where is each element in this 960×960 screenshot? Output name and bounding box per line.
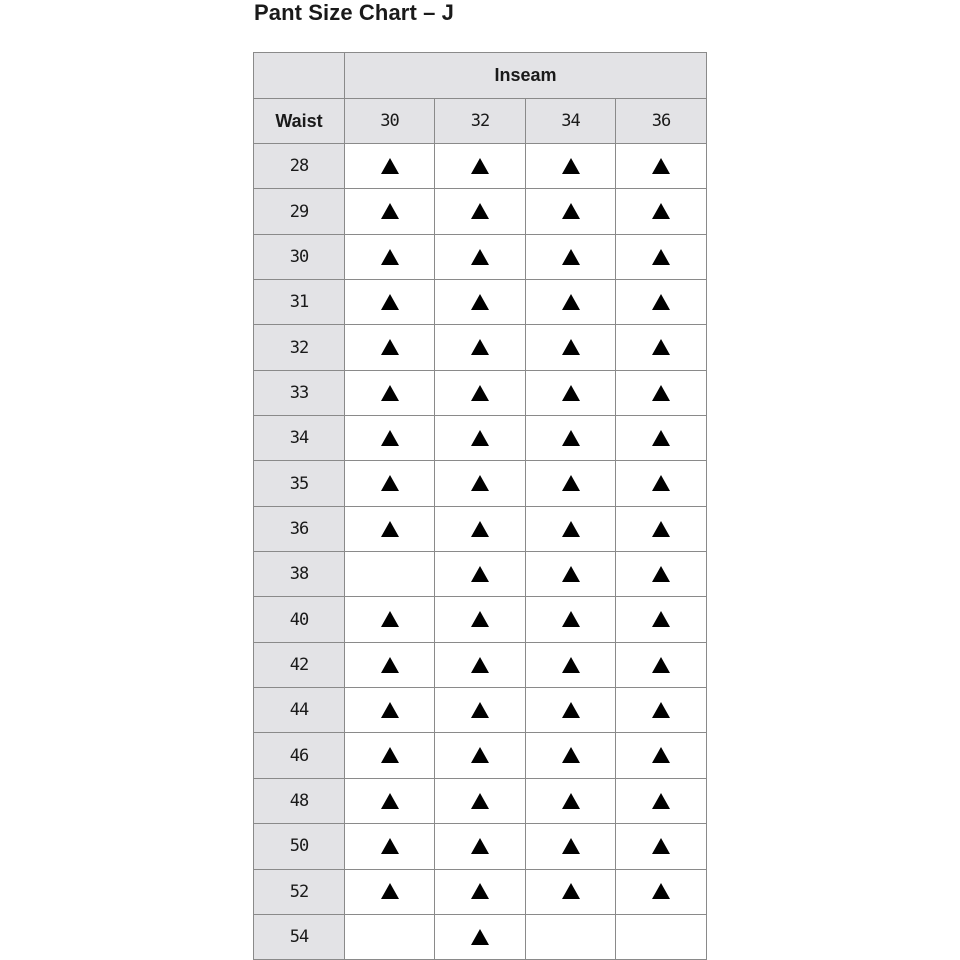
black-up-triangle-icon [562, 294, 580, 310]
availability-cell [616, 325, 707, 370]
black-up-triangle-icon [471, 838, 489, 854]
waist-size-cell: 48 [254, 778, 345, 823]
waist-size-cell: 35 [254, 461, 345, 506]
black-up-triangle-icon [381, 838, 399, 854]
availability-cell [616, 642, 707, 687]
availability-cell [345, 370, 435, 415]
availability-cell [616, 914, 707, 959]
black-up-triangle-icon [562, 475, 580, 491]
table-row [254, 824, 707, 869]
availability-cell [435, 416, 526, 461]
availability-cell [345, 416, 435, 461]
waist-size-cell: 40 [254, 597, 345, 642]
black-up-triangle-icon [471, 566, 489, 582]
availability-cell [435, 824, 526, 869]
black-up-triangle-icon [652, 566, 670, 582]
availability-cell [435, 869, 526, 914]
corner-cell [254, 53, 345, 99]
availability-cell [345, 914, 435, 959]
inseam-col-header: 36 [616, 99, 707, 144]
black-up-triangle-icon [652, 521, 670, 537]
header-row-inseam [254, 53, 707, 99]
waist-size-cell: 36 [254, 506, 345, 551]
waist-size-cell: 38 [254, 552, 345, 597]
availability-cell [526, 688, 616, 733]
black-up-triangle-icon [381, 385, 399, 401]
inseam-col-header: 30 [345, 99, 435, 144]
availability-cell [435, 370, 526, 415]
black-up-triangle-icon [471, 793, 489, 809]
black-up-triangle-icon [471, 294, 489, 310]
table-row [254, 144, 707, 189]
black-up-triangle-icon [471, 385, 489, 401]
black-up-triangle-icon [381, 294, 399, 310]
black-up-triangle-icon [471, 521, 489, 537]
waist-size-cell: 32 [254, 325, 345, 370]
black-up-triangle-icon [562, 702, 580, 718]
availability-cell [616, 552, 707, 597]
waist-size-cell: 28 [254, 144, 345, 189]
black-up-triangle-icon [562, 566, 580, 582]
availability-cell [435, 189, 526, 234]
black-up-triangle-icon [652, 385, 670, 401]
header-row-sizes [254, 99, 707, 144]
availability-cell [526, 325, 616, 370]
availability-cell [435, 461, 526, 506]
availability-cell [345, 280, 435, 325]
availability-cell [435, 688, 526, 733]
black-up-triangle-icon [471, 430, 489, 446]
table-row [254, 552, 707, 597]
waist-size-cell: 54 [254, 914, 345, 959]
availability-cell [526, 144, 616, 189]
black-up-triangle-icon [471, 158, 489, 174]
black-up-triangle-icon [562, 838, 580, 854]
black-up-triangle-icon [381, 339, 399, 355]
black-up-triangle-icon [652, 339, 670, 355]
availability-cell [526, 597, 616, 642]
waist-header: Waist [254, 99, 345, 144]
availability-cell [345, 824, 435, 869]
availability-cell [616, 733, 707, 778]
availability-cell [616, 189, 707, 234]
black-up-triangle-icon [562, 339, 580, 355]
table-row [254, 325, 707, 370]
black-up-triangle-icon [381, 475, 399, 491]
black-up-triangle-icon [471, 883, 489, 899]
availability-cell [526, 189, 616, 234]
availability-cell [616, 688, 707, 733]
table-row [254, 506, 707, 551]
availability-cell [435, 914, 526, 959]
black-up-triangle-icon [381, 158, 399, 174]
availability-cell [526, 778, 616, 823]
black-up-triangle-icon [652, 294, 670, 310]
black-up-triangle-icon [381, 249, 399, 265]
black-up-triangle-icon [652, 249, 670, 265]
black-up-triangle-icon [471, 929, 489, 945]
availability-cell [435, 144, 526, 189]
table-row [254, 416, 707, 461]
table-row [254, 688, 707, 733]
availability-cell [526, 733, 616, 778]
waist-size-cell: 33 [254, 370, 345, 415]
availability-cell [345, 189, 435, 234]
black-up-triangle-icon [381, 793, 399, 809]
black-up-triangle-icon [652, 838, 670, 854]
black-up-triangle-icon [562, 158, 580, 174]
black-up-triangle-icon [471, 611, 489, 627]
table-row [254, 733, 707, 778]
black-up-triangle-icon [562, 430, 580, 446]
black-up-triangle-icon [562, 521, 580, 537]
waist-size-cell: 29 [254, 189, 345, 234]
availability-cell [435, 778, 526, 823]
black-up-triangle-icon [381, 611, 399, 627]
availability-cell [435, 733, 526, 778]
black-up-triangle-icon [562, 883, 580, 899]
black-up-triangle-icon [562, 611, 580, 627]
black-up-triangle-icon [562, 657, 580, 673]
availability-cell [616, 506, 707, 551]
black-up-triangle-icon [652, 747, 670, 763]
availability-cell [345, 144, 435, 189]
availability-cell [435, 597, 526, 642]
table-row [254, 461, 707, 506]
availability-cell [526, 552, 616, 597]
black-up-triangle-icon [381, 521, 399, 537]
pant-size-table [253, 52, 707, 960]
black-up-triangle-icon [471, 339, 489, 355]
black-up-triangle-icon [471, 249, 489, 265]
table-row [254, 914, 707, 959]
black-up-triangle-icon [471, 475, 489, 491]
availability-cell [526, 869, 616, 914]
table-row [254, 597, 707, 642]
availability-cell [616, 461, 707, 506]
waist-size-cell: 30 [254, 234, 345, 279]
black-up-triangle-icon [652, 203, 670, 219]
black-up-triangle-icon [471, 657, 489, 673]
waist-size-cell: 44 [254, 688, 345, 733]
black-up-triangle-icon [652, 657, 670, 673]
black-up-triangle-icon [652, 793, 670, 809]
availability-cell [435, 280, 526, 325]
table-row [254, 778, 707, 823]
waist-size-cell: 52 [254, 869, 345, 914]
table-row [254, 234, 707, 279]
availability-cell [526, 914, 616, 959]
availability-cell [345, 733, 435, 778]
waist-size-cell: 31 [254, 280, 345, 325]
black-up-triangle-icon [381, 657, 399, 673]
black-up-triangle-icon [562, 249, 580, 265]
availability-cell [345, 506, 435, 551]
black-up-triangle-icon [562, 793, 580, 809]
availability-cell [526, 506, 616, 551]
inseam-col-header: 32 [435, 99, 526, 144]
availability-cell [435, 506, 526, 551]
black-up-triangle-icon [381, 702, 399, 718]
black-up-triangle-icon [381, 883, 399, 899]
table-row [254, 642, 707, 687]
availability-cell [616, 280, 707, 325]
inseam-header: Inseam [345, 53, 707, 99]
availability-cell [526, 370, 616, 415]
availability-cell [616, 778, 707, 823]
black-up-triangle-icon [471, 747, 489, 763]
black-up-triangle-icon [381, 203, 399, 219]
availability-cell [526, 824, 616, 869]
page-title: Pant Size Chart – J [254, 0, 454, 25]
black-up-triangle-icon [652, 702, 670, 718]
availability-cell [526, 416, 616, 461]
availability-cell [616, 234, 707, 279]
availability-cell [435, 642, 526, 687]
black-up-triangle-icon [562, 203, 580, 219]
black-up-triangle-icon [652, 883, 670, 899]
black-up-triangle-icon [652, 475, 670, 491]
availability-cell [616, 144, 707, 189]
waist-size-cell: 50 [254, 824, 345, 869]
table-row [254, 280, 707, 325]
black-up-triangle-icon [381, 747, 399, 763]
availability-cell [526, 234, 616, 279]
waist-size-cell: 34 [254, 416, 345, 461]
availability-cell [345, 234, 435, 279]
black-up-triangle-icon [471, 702, 489, 718]
availability-cell [526, 642, 616, 687]
availability-cell [435, 552, 526, 597]
availability-cell [616, 597, 707, 642]
availability-cell [345, 869, 435, 914]
inseam-col-header: 34 [526, 99, 616, 144]
availability-cell [435, 234, 526, 279]
waist-size-cell: 46 [254, 733, 345, 778]
black-up-triangle-icon [652, 158, 670, 174]
black-up-triangle-icon [381, 430, 399, 446]
black-up-triangle-icon [652, 611, 670, 627]
availability-cell [345, 778, 435, 823]
table-row [254, 189, 707, 234]
availability-cell [345, 325, 435, 370]
availability-cell [616, 416, 707, 461]
black-up-triangle-icon [562, 747, 580, 763]
availability-cell [345, 461, 435, 506]
availability-cell [345, 552, 435, 597]
availability-cell [616, 370, 707, 415]
availability-cell [345, 642, 435, 687]
availability-cell [526, 461, 616, 506]
availability-cell [345, 597, 435, 642]
table-row [254, 869, 707, 914]
availability-cell [345, 688, 435, 733]
waist-size-cell: 42 [254, 642, 345, 687]
availability-cell [616, 869, 707, 914]
black-up-triangle-icon [562, 385, 580, 401]
black-up-triangle-icon [471, 203, 489, 219]
availability-cell [616, 824, 707, 869]
availability-cell [435, 325, 526, 370]
black-up-triangle-icon [652, 430, 670, 446]
availability-cell [526, 280, 616, 325]
table-row [254, 370, 707, 415]
